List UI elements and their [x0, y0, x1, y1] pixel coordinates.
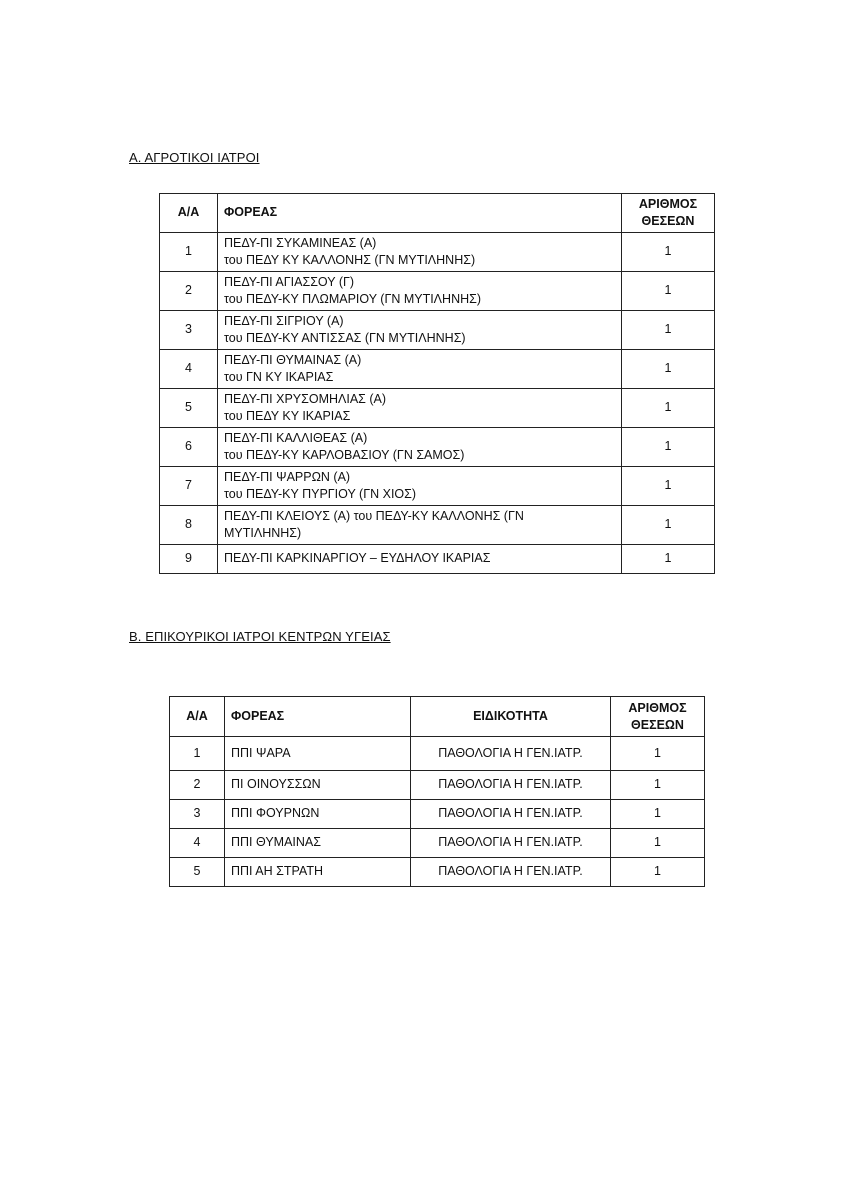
cell-positions: 1 — [611, 800, 705, 829]
cell-foreas-line2: του ΠΕΔΥ-ΚΥ ΠΛΩΜΑΡΙΟΥ (ΓΝ ΜΥΤΙΛΗΝΗΣ) — [224, 292, 482, 306]
table-row — [170, 771, 705, 800]
col-header-foreas: ΦΟΡΕΑΣ — [225, 697, 411, 737]
cell-positions: 1 — [622, 311, 715, 350]
cell-foreas — [218, 467, 622, 506]
cell-foreas-line2: ΜΥΤΙΛΗΝΗΣ) — [224, 526, 302, 540]
table-epikourikoi — [169, 696, 705, 887]
cell-aa: 1 — [160, 233, 218, 272]
cell-foreas — [218, 272, 622, 311]
table-header-row — [170, 697, 705, 737]
cell-foreas-line1: ΠΕΔΥ-ΠΙ ΣΥΚΑΜΙΝΕΑΣ (Α) — [224, 235, 377, 250]
table-row — [170, 858, 705, 887]
col-header-positions-line2: ΘΕΣΕΩΝ — [631, 717, 684, 732]
col-header-aa: Α/Α — [170, 697, 225, 737]
cell-foreas-line1: ΠΕΔΥ-ΠΙ ΘΥΜΑΙΝΑΣ (Α) — [224, 352, 362, 367]
table-row — [160, 311, 715, 350]
cell-aa: 5 — [170, 858, 225, 887]
cell-aa: 1 — [170, 737, 225, 771]
cell-positions: 1 — [622, 545, 715, 574]
col-header-positions-line1: ΑΡΙΘΜΟΣ — [628, 700, 687, 715]
table-row — [160, 467, 715, 506]
cell-aa: 8 — [160, 506, 218, 545]
table-row — [160, 272, 715, 311]
cell-specialty: ΠΑΘΟΛΟΓΙΑ Η ΓΕΝ.ΙΑΤΡ. — [411, 858, 611, 887]
cell-positions: 1 — [622, 389, 715, 428]
cell-positions: 1 — [611, 858, 705, 887]
col-header-aa: Α/Α — [160, 194, 218, 233]
cell-positions: 1 — [622, 233, 715, 272]
cell-foreas: ΠΠΙ ΘΥΜΑΙΝΑΣ — [225, 829, 411, 858]
cell-foreas — [218, 428, 622, 467]
cell-positions: 1 — [622, 506, 715, 545]
cell-aa: 3 — [170, 800, 225, 829]
section-a-heading: Α. ΑΓΡΟΤΙΚΟΙ ΙΑΤΡΟΙ — [129, 150, 260, 165]
col-header-foreas: ΦΟΡΕΑΣ — [218, 194, 622, 233]
cell-foreas-line1: ΠΕΔΥ-ΠΙ ΣΙΓΡΙΟΥ (Α) — [224, 313, 344, 328]
cell-positions: 1 — [622, 350, 715, 389]
cell-foreas-line2: του ΠΕΔΥ ΚΥ ΙΚΑΡΙΑΣ — [224, 409, 351, 423]
table-row — [170, 800, 705, 829]
table-row — [160, 428, 715, 467]
cell-positions: 1 — [611, 737, 705, 771]
cell-aa: 2 — [170, 771, 225, 800]
cell-aa: 9 — [160, 545, 218, 574]
cell-aa: 2 — [160, 272, 218, 311]
cell-foreas-line2: του ΠΕΔΥ-ΚΥ ΑΝΤΙΣΣΑΣ (ΓΝ ΜΥΤΙΛΗΝΗΣ) — [224, 331, 466, 345]
cell-foreas: ΠΠΙ ΨΑΡΑ — [225, 737, 411, 771]
table-row — [160, 233, 715, 272]
cell-positions: 1 — [611, 829, 705, 858]
cell-aa: 7 — [160, 467, 218, 506]
table-row — [160, 350, 715, 389]
cell-foreas-line2: του ΓΝ ΚΥ ΙΚΑΡΙΑΣ — [224, 370, 334, 384]
cell-positions: 1 — [622, 467, 715, 506]
col-header-specialty: ΕΙΔΙΚΟΤΗΤΑ — [411, 697, 611, 737]
cell-foreas: ΠΠΙ ΑΗ ΣΤΡΑΤΗ — [225, 858, 411, 887]
cell-positions: 1 — [622, 428, 715, 467]
cell-foreas-line2: του ΠΕΔΥ-ΚΥ ΚΑΡΛΟΒΑΣΙΟΥ (ΓΝ ΣΑΜΟΣ) — [224, 448, 465, 462]
table-row — [160, 389, 715, 428]
cell-foreas-line2: του ΠΕΔΥ-ΚΥ ΠΥΡΓΙΟΥ (ΓΝ ΧΙΟΣ) — [224, 487, 417, 501]
section-b-heading: Β. ΕΠΙΚΟΥΡΙΚΟΙ ΙΑΤΡΟΙ ΚΕΝΤΡΩΝ ΥΓΕΙΑΣ — [129, 629, 391, 644]
table-agrotikoi — [159, 193, 715, 574]
cell-foreas: ΠΠΙ ΦΟΥΡΝΩΝ — [225, 800, 411, 829]
cell-foreas — [218, 389, 622, 428]
cell-foreas-line1: ΠΕΔΥ-ΠΙ ΧΡΥΣΟΜΗΛΙΑΣ (Α) — [224, 391, 387, 406]
cell-foreas-line2: του ΠΕΔΥ ΚΥ ΚΑΛΛΟΝΗΣ (ΓΝ ΜΥΤΙΛΗΝΗΣ) — [224, 253, 476, 267]
cell-foreas-line1: ΠΕΔΥ-ΠΙ ΚΑΛΛΙΘΕΑΣ (Α) — [224, 430, 368, 445]
cell-aa: 3 — [160, 311, 218, 350]
table-header-row — [160, 194, 715, 233]
cell-specialty: ΠΑΘΟΛΟΓΙΑ Η ΓΕΝ.ΙΑΤΡ. — [411, 829, 611, 858]
col-header-positions — [622, 194, 715, 233]
cell-foreas-line1: ΠΕΔΥ-ΠΙ ΚΑΡΚΙΝΑΡΓΙΟΥ – ΕΥΔΗΛΟΥ ΙΚΑΡΙΑΣ — [224, 551, 491, 566]
cell-specialty: ΠΑΘΟΛΟΓΙΑ Η ΓΕΝ.ΙΑΤΡ. — [411, 737, 611, 771]
cell-aa: 4 — [170, 829, 225, 858]
cell-aa: 6 — [160, 428, 218, 467]
cell-foreas — [218, 545, 622, 574]
table-row — [160, 506, 715, 545]
cell-foreas: ΠΙ ΟΙΝΟΥΣΣΩΝ — [225, 771, 411, 800]
cell-foreas-line1: ΠΕΔΥ-ΠΙ ΑΓΙΑΣΣΟΥ (Γ) — [224, 274, 355, 289]
col-header-positions-line1: ΑΡΙΘΜΟΣ — [638, 197, 698, 211]
cell-positions: 1 — [611, 771, 705, 800]
cell-foreas — [218, 350, 622, 389]
table-row — [170, 829, 705, 858]
cell-specialty: ΠΑΘΟΛΟΓΙΑ Η ΓΕΝ.ΙΑΤΡ. — [411, 800, 611, 829]
cell-specialty: ΠΑΘΟΛΟΓΙΑ Η ΓΕΝ.ΙΑΤΡ. — [411, 771, 611, 800]
cell-foreas — [218, 311, 622, 350]
table-row — [160, 545, 715, 574]
cell-foreas-line1: ΠΕΔΥ-ΠΙ ΚΛΕΙΟΥΣ (Α) του ΠΕΔΥ-ΚΥ ΚΑΛΛΟΝΗΣ (ΓΝ — [224, 508, 524, 523]
cell-aa: 4 — [160, 350, 218, 389]
table-row — [170, 737, 705, 771]
cell-foreas — [218, 506, 622, 545]
col-header-positions — [611, 697, 705, 737]
cell-positions: 1 — [622, 272, 715, 311]
cell-foreas-line1: ΠΕΔΥ-ΠΙ ΨΑΡΡΩΝ (Α) — [224, 469, 351, 484]
cell-foreas — [218, 233, 622, 272]
cell-aa: 5 — [160, 389, 218, 428]
col-header-positions-line2: ΘΕΣΕΩΝ — [641, 214, 695, 228]
